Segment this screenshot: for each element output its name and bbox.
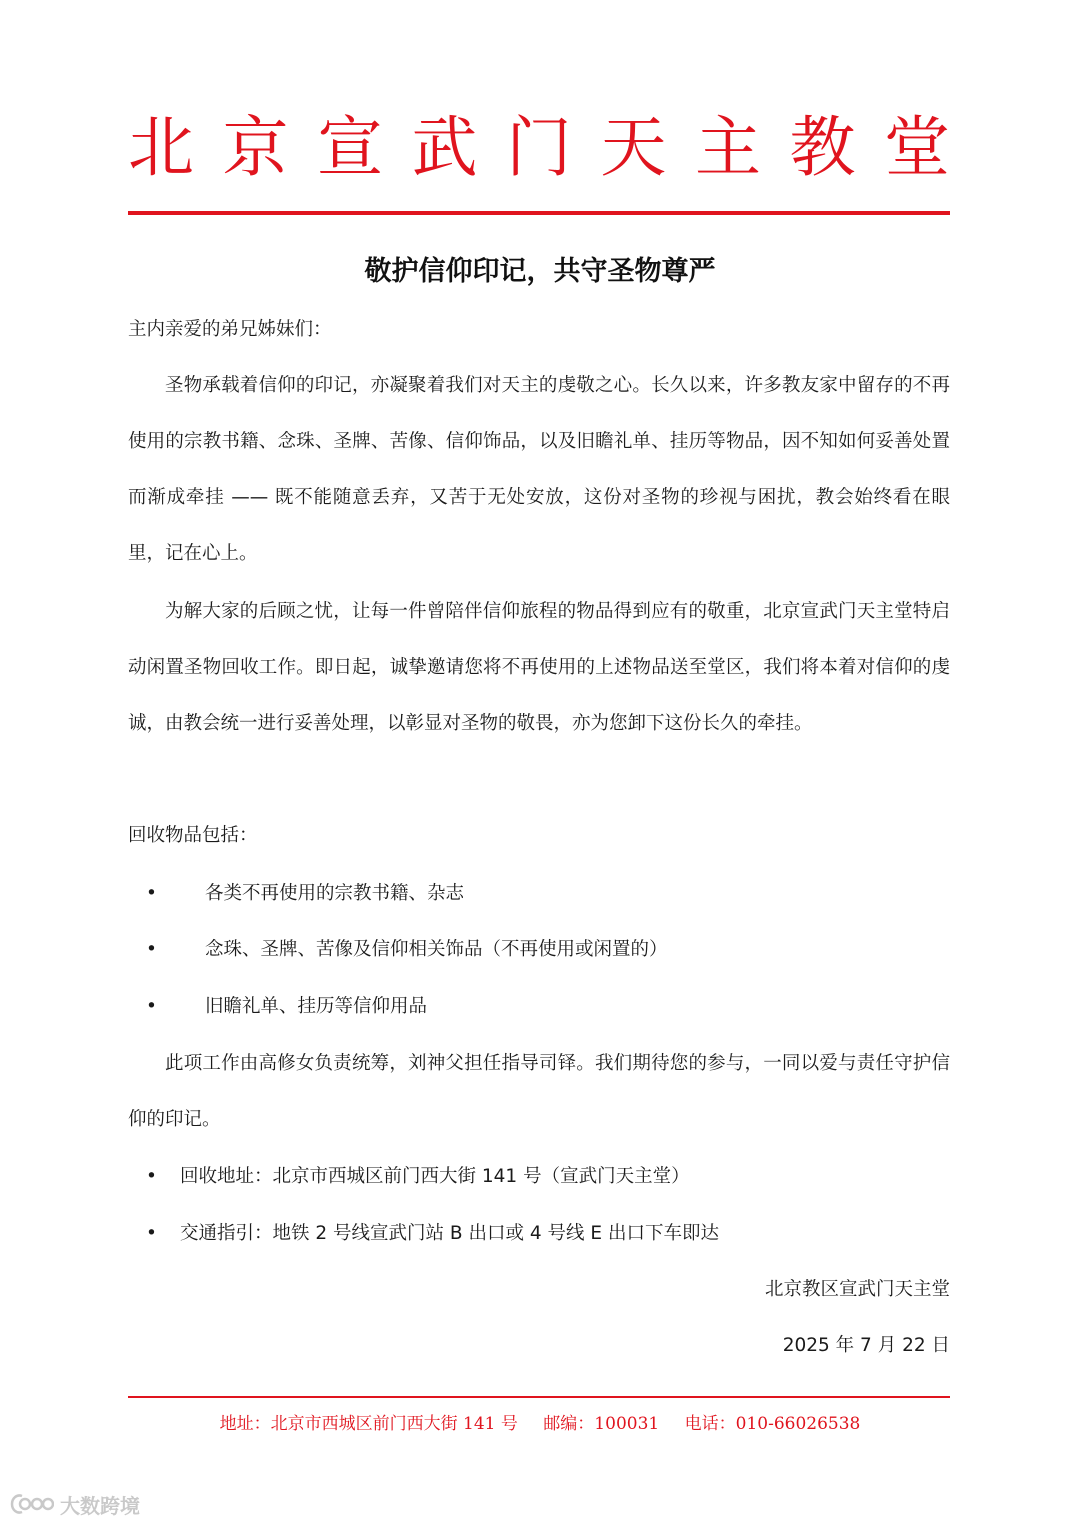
letterhead xyxy=(128,108,950,188)
greeting: 主内亲爱的弟兄姊妹们： xyxy=(128,319,332,340)
paragraph-responsibility: 此项工作由高修女负责统筹，刘神父担任指导司铎。我们期待您的参与，一同以爱与责任守护信仰的印记。 xyxy=(128,1053,950,1130)
list-item xyxy=(128,866,950,922)
list-item xyxy=(128,979,950,1035)
info-text: 回收地址：北京市西城区前门西大街 141 号（宣武门天主堂） xyxy=(180,1166,690,1187)
letterhead-char: 门 xyxy=(506,109,572,186)
paragraph-intro: 圣物承载着信仰的印记，亦凝聚着我们对天主的虔敬之心。长久以来，许多教友家中留存的不再使用的宗教书籍、念珠、圣牌、苦像、信仰饰品，以及旧瞻礼单、挂历等物品，因不知如何妥善处置而渐成牵挂 —— 既不能随意丢弃，又苦于无处安放，这份对圣物的珍视与困扰，教会始终看在眼里，记在心上。 xyxy=(128,375,950,564)
list-item-text: 念珠、圣牌、苦像及信仰相关饰品（不再使用或闲置的） xyxy=(205,939,668,960)
letterhead-char: 京 xyxy=(222,109,289,186)
bullet-icon: • xyxy=(146,1223,157,1244)
letterhead-char: 武 xyxy=(411,109,478,186)
watermark xyxy=(8,1488,140,1520)
letterhead-char: 主 xyxy=(695,109,761,186)
watermark-text: 大数跨境 xyxy=(60,1493,140,1518)
letterhead-char: 天 xyxy=(600,109,667,186)
signature-date: 2025 年 7 月 22 日 xyxy=(782,1335,950,1356)
bullet-icon: • xyxy=(146,996,157,1017)
footer-phone: 电话：010-66026538 xyxy=(684,1414,861,1434)
signature-org: 北京教区宣武门天主堂 xyxy=(764,1279,950,1300)
letterhead-char: 北 xyxy=(128,109,194,186)
list-item-text: 各类不再使用的宗教书籍、杂志 xyxy=(205,883,465,904)
info-text: 交通指引：地铁 2 号线宣武门站 B 出口或 4 号线 E 出口下车即达 xyxy=(180,1223,719,1244)
letterhead-char: 堂 xyxy=(884,109,950,186)
list-item-text: 旧瞻礼单、挂历等信仰用品 xyxy=(205,996,428,1017)
bullet-icon: • xyxy=(146,939,157,960)
footer xyxy=(0,1408,1080,1440)
footer-divider xyxy=(128,1396,950,1398)
info-item-address xyxy=(128,1149,950,1205)
info-item-transit xyxy=(128,1206,950,1262)
list-item xyxy=(128,922,950,978)
letterhead-char: 宣 xyxy=(317,109,383,186)
items-label: 回收物品包括： xyxy=(128,825,258,846)
bullet-icon: • xyxy=(146,1166,157,1187)
document-title: 敬护信仰印记，共守圣物尊严 xyxy=(364,256,716,287)
sound-wave-logo-icon xyxy=(8,1491,54,1517)
bullet-icon: • xyxy=(146,883,157,904)
letterhead-divider xyxy=(128,211,950,215)
letterhead-char: 教 xyxy=(789,109,856,186)
footer-address: 地址：北京市西城区前门西大街 141 号 xyxy=(219,1414,518,1434)
paragraph-announcement: 为解大家的后顾之忧，让每一件曾陪伴信仰旅程的物品得到应有的敬重，北京宣武门天主堂特启动闲置圣物回收工作。即日起，诚挚邀请您将不再使用的上述物品送至堂区，我们将本着对信仰的虔诚，由教会统一进行妥善处理，以彰显对圣物的敬畏，亦为您卸下这份长久的牵挂。 xyxy=(128,601,950,734)
footer-postcode: 邮编：100031 xyxy=(543,1414,660,1434)
